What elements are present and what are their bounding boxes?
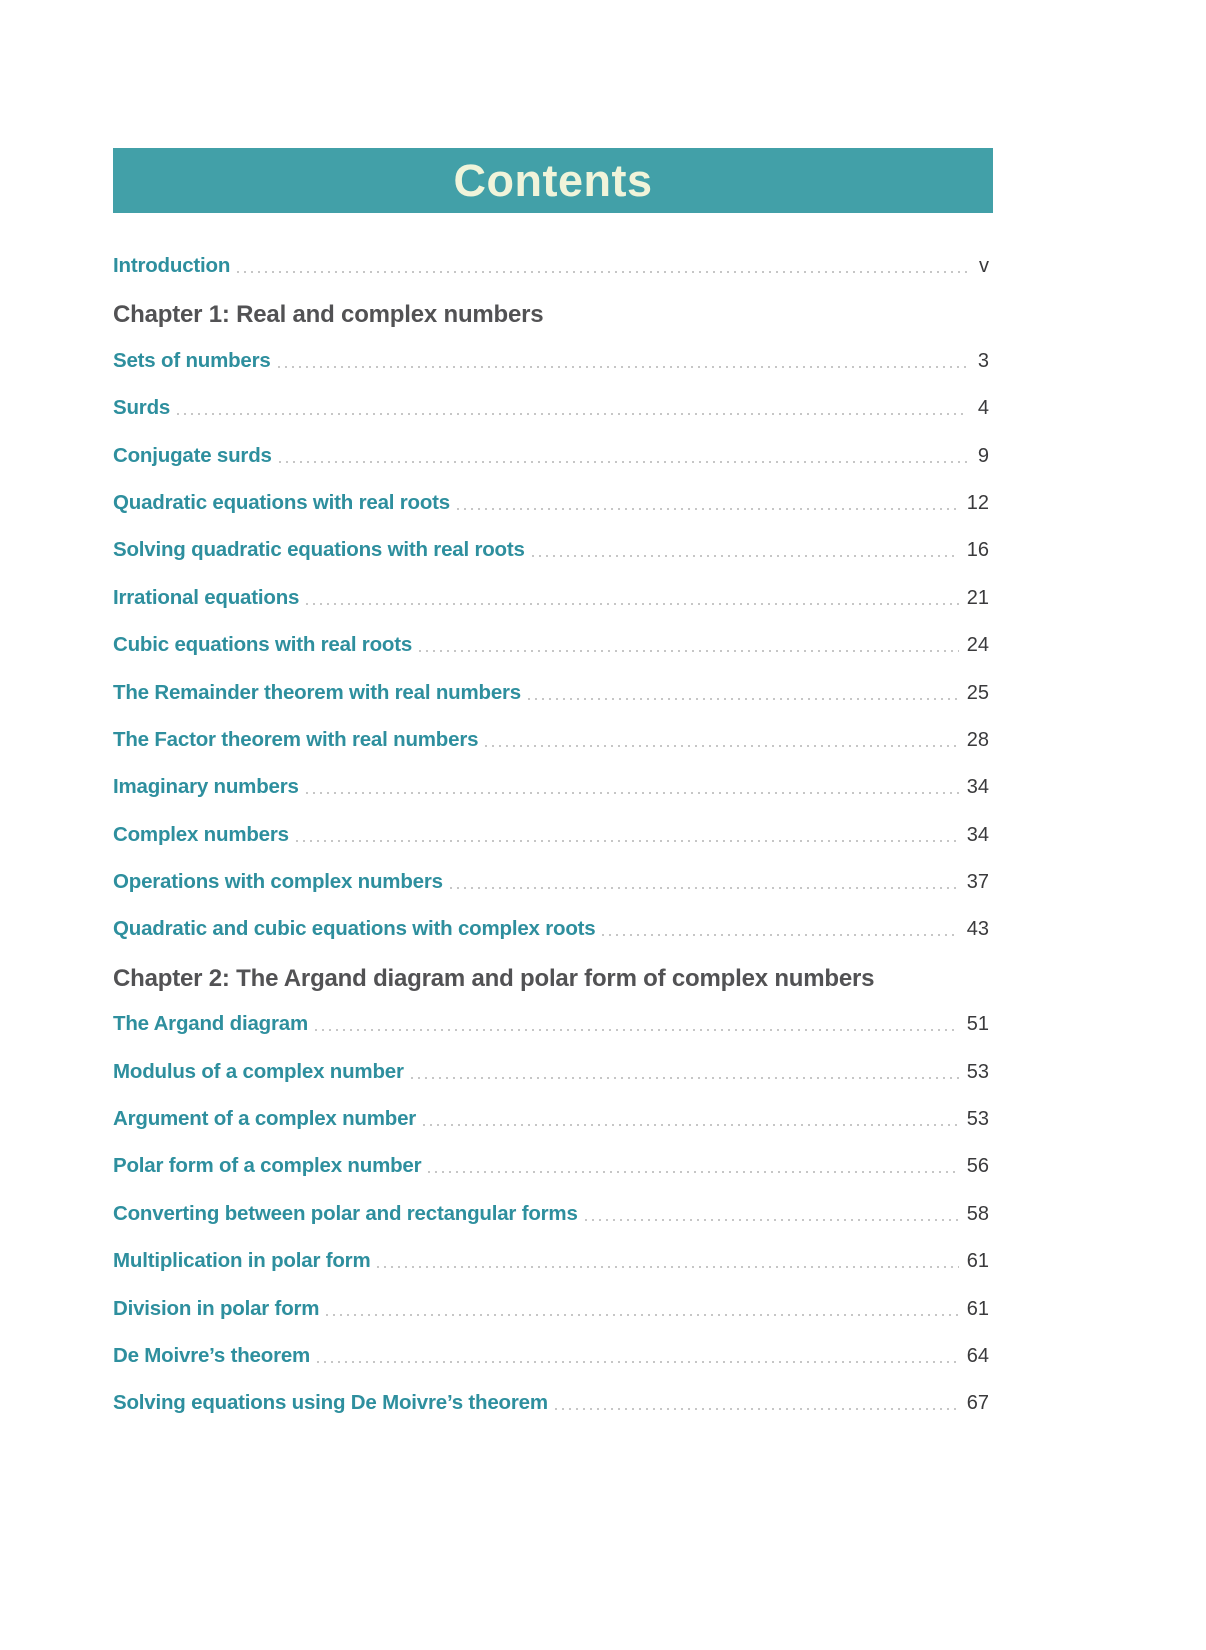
toc-entry: [113, 350, 989, 372]
dot-leader: [296, 840, 959, 842]
toc-entry-label: Multiplication in polar form: [113, 1249, 371, 1273]
toc-entry-page-number: 34: [966, 823, 989, 846]
toc-entry-label: Modulus of a complex number: [113, 1059, 404, 1083]
toc-chapter-heading: Chapter 1: Real and complex numbers: [113, 301, 544, 329]
toc-entry: [113, 776, 989, 798]
dot-leader: [237, 271, 967, 273]
toc-entry-label: Quadratic equations with real roots: [113, 490, 451, 514]
toc-entry: [113, 587, 989, 609]
dot-leader: [419, 650, 959, 652]
toc-entry-label: Solving equations using De Moivre’s theorem: [113, 1391, 548, 1415]
dot-leader: [177, 413, 967, 415]
toc-entry-page-number: 3: [977, 349, 989, 372]
toc-list: [113, 255, 989, 1440]
dot-leader: [457, 508, 959, 510]
dot-leader: [485, 745, 958, 747]
toc-entry: [113, 1298, 989, 1320]
toc-entry: [113, 1250, 989, 1272]
dot-leader: [428, 1171, 958, 1173]
toc-entry-page-number: 34: [966, 776, 989, 799]
toc-entry-label: Irrational equations: [113, 585, 300, 609]
toc-entry: [113, 1345, 989, 1367]
dot-leader: [411, 1077, 959, 1079]
dot-leader: [315, 1029, 959, 1031]
toc-entry-label: Polar form of a complex number: [113, 1154, 422, 1178]
dot-leader: [585, 1219, 959, 1221]
dot-leader: [306, 603, 959, 605]
toc-entry-page-number: 61: [966, 1297, 989, 1320]
toc-entry-page-number: 9: [977, 444, 989, 467]
toc-entry: [113, 1061, 989, 1083]
toc-entry: [113, 918, 989, 940]
dot-leader: [450, 887, 959, 889]
dot-leader: [278, 366, 967, 368]
toc-entry-label: The Factor theorem with real numbers: [113, 727, 479, 751]
toc-entry-page-number: 53: [966, 1108, 989, 1131]
toc-entry-label: Operations with complex numbers: [113, 870, 443, 894]
toc-entry: [113, 1155, 989, 1177]
toc-entry-label: Surds: [113, 396, 171, 420]
toc-entry-label: Complex numbers: [113, 822, 289, 846]
toc-entry-page-number: 28: [966, 728, 989, 751]
dot-leader: [528, 698, 959, 700]
toc-entry-page-number: 53: [966, 1060, 989, 1083]
toc-entry-label: Introduction: [113, 254, 231, 277]
toc-entry: [113, 1108, 989, 1130]
toc-entry-label: Division in polar form: [113, 1296, 320, 1320]
toc-entry-page-number: 56: [966, 1155, 989, 1178]
toc-entry-label: Converting between polar and rectangular forms: [113, 1201, 578, 1225]
toc-entry-label: Cubic equations with real roots: [113, 633, 413, 657]
toc-entry-label: De Moivre’s theorem: [113, 1343, 311, 1367]
toc-entry: [113, 1013, 989, 1035]
toc-entry-label: The Remainder theorem with real numbers: [113, 680, 521, 704]
toc-entry: [113, 397, 989, 419]
toc-entry: [113, 682, 989, 704]
dot-leader: [423, 1124, 959, 1126]
toc-entry-page-number: 4: [977, 397, 989, 420]
toc-entry-page-number: 58: [966, 1202, 989, 1225]
toc-entry-page-number: 21: [966, 586, 989, 609]
toc-entry-label: Solving quadratic equations with real roots: [113, 538, 525, 562]
contents-banner: [113, 148, 993, 213]
dot-leader: [532, 555, 959, 557]
dot-leader: [555, 1408, 959, 1410]
toc-entry-page-number: 12: [966, 491, 989, 514]
dot-leader: [326, 1314, 958, 1316]
toc-entry-page-number: 67: [966, 1392, 989, 1415]
toc-entry-page-number: 37: [966, 871, 989, 894]
toc-entry-page-number: 61: [966, 1250, 989, 1273]
toc-entry-page-number: 25: [966, 681, 989, 704]
toc-entry-page-number: 24: [966, 634, 989, 657]
page-title: Contents: [453, 155, 653, 206]
toc-entry-label: The Argand diagram: [113, 1012, 308, 1036]
toc-chapter-heading: Chapter 2: The Argand diagram and polar form of complex numbers: [113, 964, 875, 992]
dot-leader: [377, 1266, 958, 1268]
dot-leader: [602, 934, 958, 936]
toc-entry-page-number: 64: [966, 1344, 989, 1367]
toc-entry-label: Argument of a complex number: [113, 1107, 417, 1131]
toc-entry: [113, 539, 989, 561]
toc-entry-page-number: 51: [966, 1013, 989, 1036]
toc-entry: [113, 445, 989, 467]
toc-entry-label: Imaginary numbers: [113, 775, 299, 799]
toc-entry-page-number: 43: [966, 918, 989, 941]
toc-entry-label: Sets of numbers: [113, 348, 271, 372]
toc-entry: [113, 871, 989, 893]
toc-entry-page-number: v: [979, 255, 989, 277]
toc-entry-label: Quadratic and cubic equations with complex roots: [113, 917, 596, 941]
toc-entry: [113, 824, 989, 846]
dot-leader: [306, 792, 959, 794]
toc-entry: [113, 729, 989, 751]
toc-entry: [113, 255, 989, 277]
toc-entry-label: Conjugate surds: [113, 443, 272, 467]
toc-entry: [113, 1392, 989, 1414]
toc-entry: [113, 1203, 989, 1225]
toc-entry: [113, 492, 989, 514]
dot-leader: [317, 1361, 959, 1363]
toc-entry: [113, 634, 989, 656]
toc-entry-page-number: 16: [966, 539, 989, 562]
dot-leader: [279, 461, 967, 463]
